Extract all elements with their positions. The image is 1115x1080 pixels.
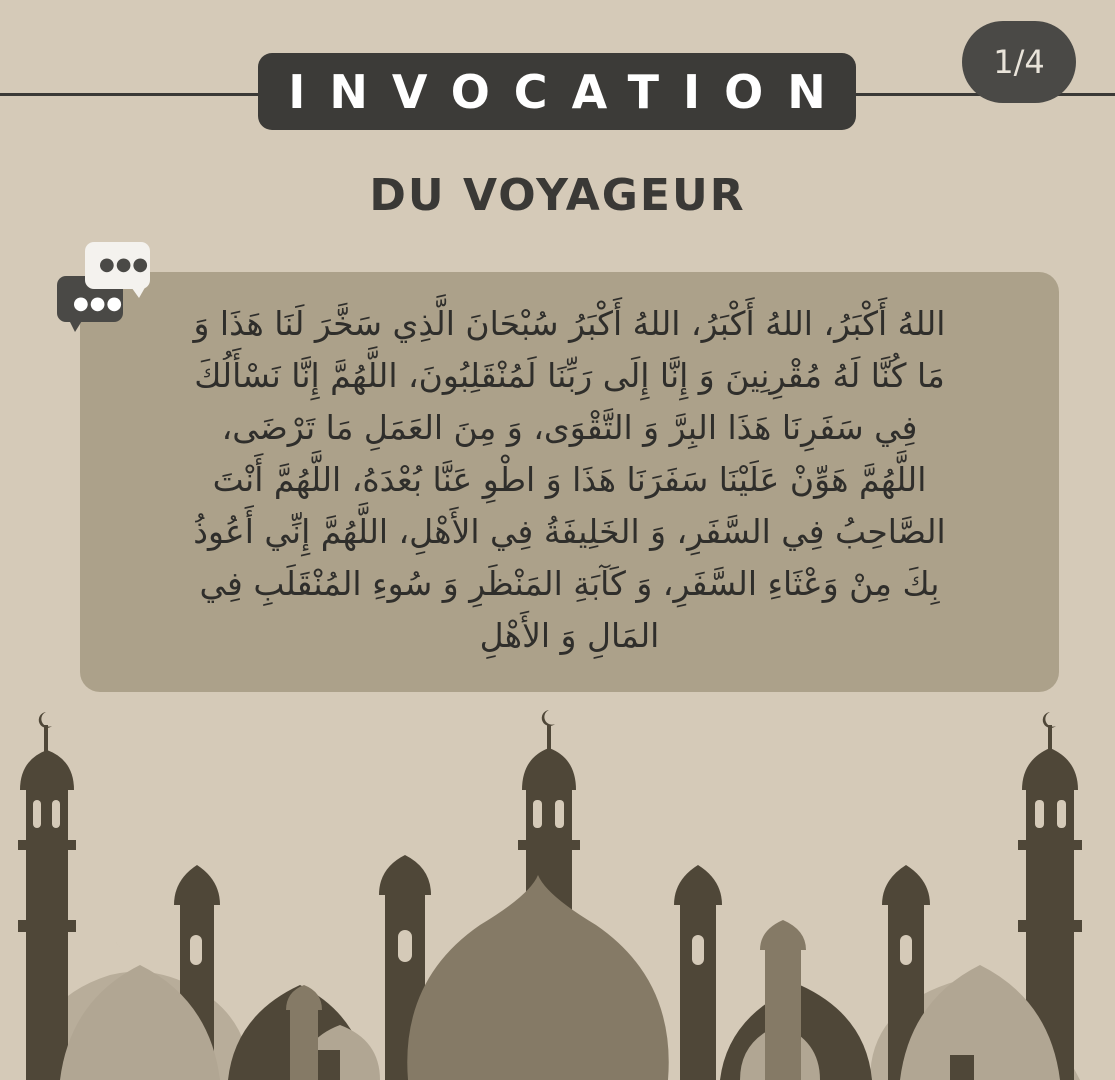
chat-bubble-light-icon: ●●● xyxy=(85,242,150,289)
invocation-line: الصَّاحِبُ فِي السَّفَرِ، وَ الخَلِيفَةُ فِي الأَهْلِ، اللَّهُمَّ إِنِّي أَعُوذُ xyxy=(193,512,946,551)
invocation-line: اللَّهُمَّ هَوِّنْ عَلَيْنَا سَفَرَنَا هَذَا وَ اطْوِ عَنَّا بُعْدَهُ، اللَّهُمَّ أَنْتَ xyxy=(212,460,927,499)
page-subtitle: DU VOYAGEUR xyxy=(369,170,746,221)
invocation-line: اللهُ أَكْبَرُ، اللهُ أَكْبَرُ، اللهُ أَكْبَرُ سُبْحَانَ الَّذِي سَخَّرَ لَنَا هَذَا وَ xyxy=(193,304,946,343)
central-dome xyxy=(407,875,668,1080)
invocation-card xyxy=(80,272,1059,692)
invocation-line: المَالِ وَ الأَهْلِ xyxy=(479,616,660,655)
minaret-left xyxy=(18,725,76,1080)
page-title: INVOCATION xyxy=(258,53,856,130)
chat-bubble-dark-icon: ●●● xyxy=(57,276,123,322)
invocation-line: مَا كُنَّا لَهُ مُقْرِنِينَ وَ إِنَّا إِلَى رَبِّنَا لَمُنْقَلِبُونَ، اللَّهُمَّ إِنَّا نَسْأَلُكَ xyxy=(194,356,945,395)
invocation-line: فِي سَفَرِنَا هَذَا البِرَّ وَ التَّقْوَى، وَ مِنَ العَمَلِ مَا تَرْضَى، xyxy=(221,408,918,447)
invocation-text xyxy=(134,298,1005,662)
page-counter[interactable]: 1/4 xyxy=(962,21,1076,103)
invocation-line: بِكَ مِنْ وَعْثَاءِ السَّفَرِ، وَ كَآبَةِ المَنْظَرِ وَ سُوءِ المُنْقَلَبِ فِي xyxy=(199,564,940,603)
mosque-skyline-illustration xyxy=(0,700,1115,1080)
